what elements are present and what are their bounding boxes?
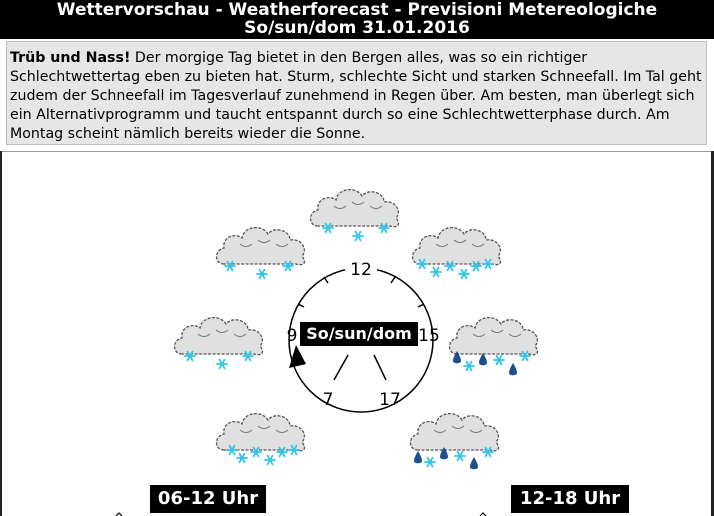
cloud-heavy-snow-icon: [413, 228, 501, 279]
forecast-header: [0, 0, 714, 39]
cloud-light-snow-icon: [175, 318, 263, 369]
description-headline: Trüb und Nass!: [10, 50, 131, 66]
description-text: Der morgige Tag bietet in den Bergen alles, was so ein richtiger Schlechtwettertag eben zu bieten hat. Sturm, schlechte Sicht und starken Schneefall. Im Tal geht zudem der Schneefall im Tagesverlauf zunehmend in Regen über. Am besten, man überlegt sich ein Alternativprogramm und taucht entspannt durch so eine Schlechtwetterphase durch. Am Montag scheint nämlich bereits wieder die Sonne.: [10, 50, 702, 142]
hour-label-12: 12: [350, 260, 372, 280]
header-title: Wettervorschau - Weatherforecast - Previsioni Metereologiche: [56, 0, 658, 20]
clock-day-label: So/sun/dom: [306, 324, 412, 343]
cloud-light-snow-icon: [311, 190, 399, 241]
cloud-light-snow-icon: [217, 228, 305, 279]
cloud-heavy-snow-icon: [217, 414, 305, 465]
header-date: So/sun/dom 31.01.2016: [244, 18, 470, 38]
forecast-description: [6, 41, 707, 145]
hour-label-9: 9: [286, 326, 298, 346]
hour-label-15: 15: [418, 326, 440, 346]
period-label-morning: 06-12 Uhr: [150, 485, 266, 513]
hour-label-7: 7: [322, 390, 334, 410]
hour-label-17: 17: [379, 390, 401, 410]
forecast-clock-graphic: [0, 152, 714, 516]
cloud-sleet-icon: [411, 414, 499, 470]
clock-hand-left: [334, 355, 348, 380]
period-label-afternoon: 12-18 Uhr: [511, 485, 629, 513]
clock-hand-right: [374, 355, 386, 380]
cloud-sleet-icon: [450, 318, 538, 376]
